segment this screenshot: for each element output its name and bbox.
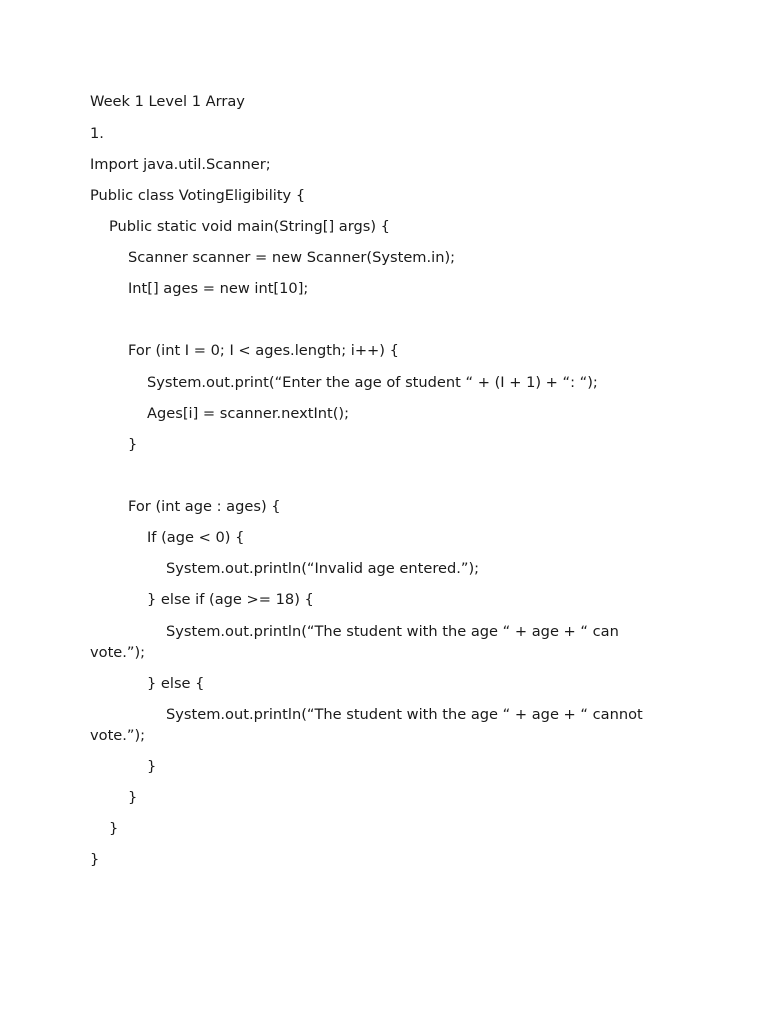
code-line-foreach-loop: For (int age : ages) {	[128, 498, 281, 515]
code-line-for-loop: For (int I = 0; I < ages.length; i++) {	[128, 342, 399, 359]
code-line-else-if: } else if (age >= 18) {	[147, 591, 314, 608]
code-line-print-prompt: System.out.print(“Enter the age of student “ + (I + 1) + “: “);	[147, 374, 598, 391]
item-number: 1.	[90, 125, 104, 142]
code-line-import: Import java.util.Scanner;	[90, 156, 271, 173]
code-line-close-brace: }	[109, 820, 119, 837]
code-line-close-brace: }	[128, 789, 138, 806]
code-line-array-init: Int[] ages = new int[10];	[128, 280, 309, 297]
code-line-close-brace: }	[128, 436, 138, 453]
code-line-print-can-vote: System.out.println(“The student with the age “ + age + “ can vote.”);	[90, 623, 619, 661]
code-line-main-method: Public static void main(String[] args) {	[109, 218, 390, 235]
code-line-read-age: Ages[i] = scanner.nextInt();	[147, 405, 350, 422]
code-line-close-brace: }	[90, 851, 100, 868]
code-line-print-invalid: System.out.println(“Invalid age entered.”);	[166, 560, 480, 577]
code-line-if-invalid: If (age < 0) {	[147, 529, 245, 546]
code-line-else: } else {	[147, 675, 205, 692]
code-line-close-brace: }	[147, 758, 157, 775]
document-title: Week 1 Level 1 Array	[90, 93, 245, 110]
code-line-class-declaration: Public class VotingEligibility {	[90, 187, 306, 204]
code-line-scanner-init: Scanner scanner = new Scanner(System.in);	[128, 249, 456, 266]
code-line-print-cannot-vote: System.out.println(“The student with the age “ + age + “ cannot vote.”);	[90, 706, 643, 744]
